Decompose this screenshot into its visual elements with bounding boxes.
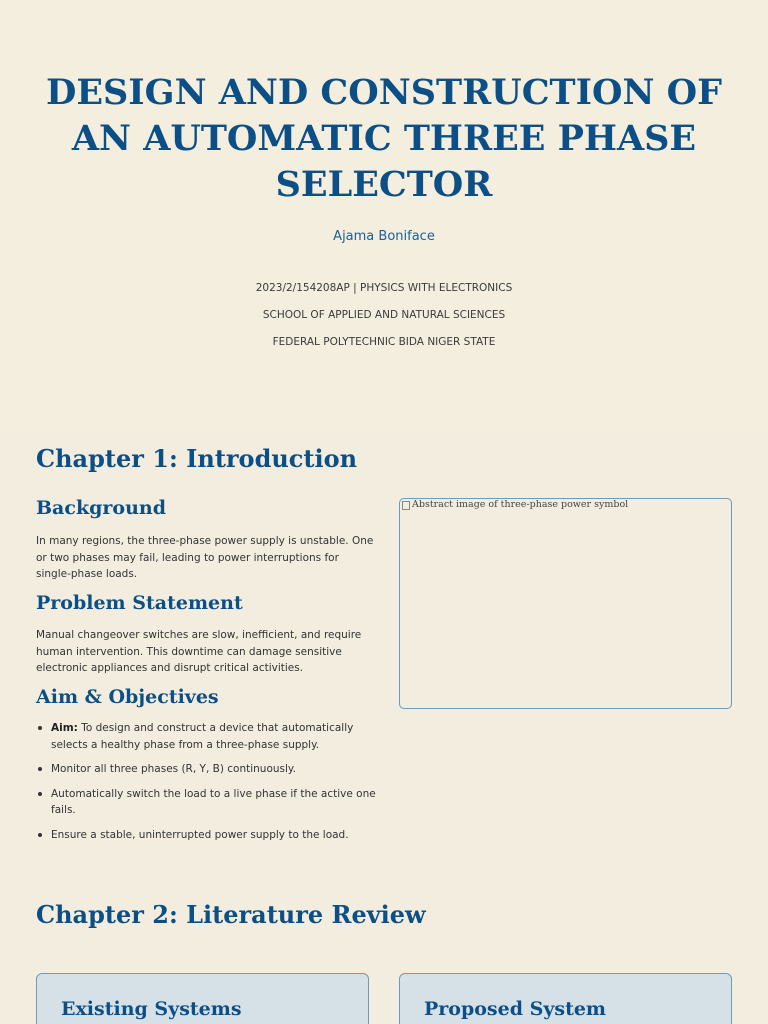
- background-text: In many regions, the three-phase power supply is unstable. One or two phases may fail, leading to power interruptions for single-phase loads.: [36, 535, 374, 580]
- existing-systems-card: [36, 973, 369, 1024]
- proposed-system-card: [399, 973, 732, 1024]
- student-info: 2023/2/154208AP | PHYSICS WITH ELECTRONICS: [255, 282, 513, 294]
- list-item: Automatically switch the load to a live phase if the active one fails.: [36, 786, 376, 819]
- existing-systems-title: Existing Systems: [61, 998, 242, 1020]
- problem-statement-text: Manual changeover switches are slow, inefficient, and require human intervention. This downtime can damage sensitive electronic appliances and disrupt critical activities.: [36, 629, 362, 674]
- author-name: Ajama Boniface: [333, 229, 435, 244]
- background-heading: Background: [36, 497, 166, 519]
- institution-name: FEDERAL POLYTECHNIC BIDA NIGER STATE: [272, 336, 496, 348]
- aim-label: Aim:: [51, 722, 78, 734]
- broken-image-icon: [402, 501, 410, 510]
- school-name: SCHOOL OF APPLIED AND NATURAL SCIENCES: [262, 309, 506, 321]
- list-item: [36, 720, 376, 753]
- proposed-system-title: Proposed System: [424, 998, 607, 1020]
- objectives-list: [36, 720, 376, 851]
- image-alt-text: Abstract image of three-phase power symbol: [412, 499, 629, 510]
- list-item: Ensure a stable, uninterrupted power supply to the load.: [36, 827, 376, 844]
- problem-statement-heading: Problem Statement: [36, 592, 243, 614]
- page-title: DESIGN AND CONSTRUCTION OF AN AUTOMATIC THREE PHASE SELECTOR: [46, 72, 722, 205]
- chapter-2-heading: Chapter 2: Literature Review: [36, 900, 426, 929]
- three-phase-image: [399, 498, 732, 709]
- aim-objectives-heading: Aim & Objectives: [36, 686, 219, 708]
- chapter-1-heading: Chapter 1: Introduction: [36, 444, 358, 473]
- aim-text: To design and construct a device that automatically selects a healthy phase from a three-phase supply.: [51, 722, 354, 751]
- list-item: Monitor all three phases (R, Y, B) continuously.: [36, 761, 376, 778]
